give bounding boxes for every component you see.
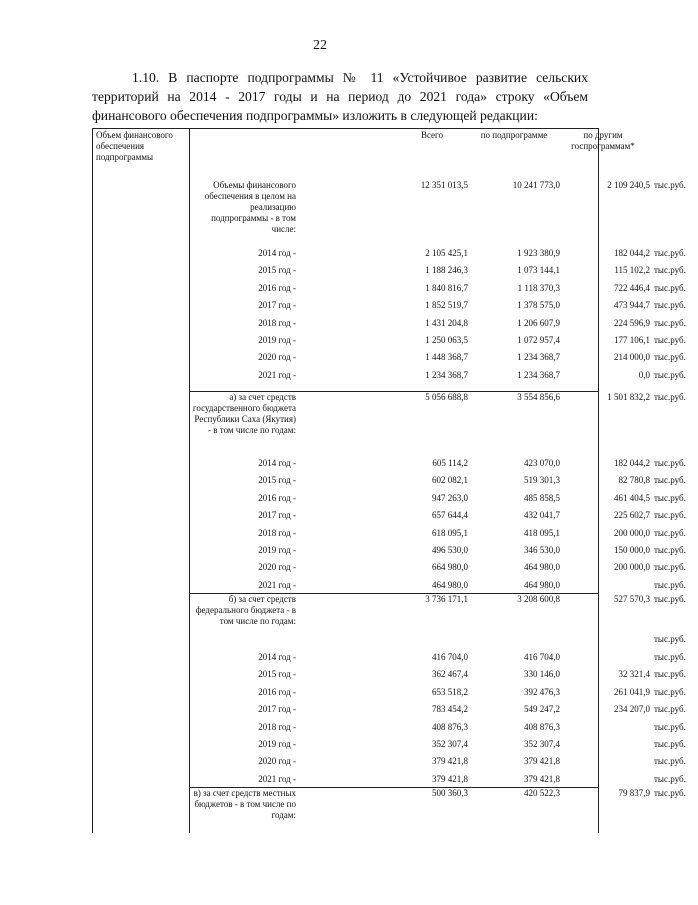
year-label: 2016 год - [258,492,296,503]
value-cell: 618 095,1 [432,527,468,538]
intro-paragraph: 1.10. В паспорте подпрограммы № 11 «Устойчивое развитие сельских территорий на 2014 - 2017 годы и на период до 2021 года» строку «Объем финансового обеспечения подпрограммы» изложить в следующей редакции: [92,70,588,123]
year-label: 2014 год - [258,652,296,662]
value-cell: 496 530,0 [432,545,468,555]
unit-cell: тыс.руб. [654,634,686,644]
value-cell: 379 421,8 [432,773,468,784]
unit-cell: тыс.руб. [654,773,686,784]
value-cell: 2 109 240,5 [607,180,650,190]
value-cell: 32 321,4 [618,669,650,680]
year-label: 2019 год - [258,739,296,749]
value-cell: 1 852 519,7 [425,300,468,311]
year-label: 2020 год - [258,562,296,573]
unit-cell: тыс.руб. [654,527,686,538]
year-label: 2017 год - [258,704,296,715]
value-cell: 1 234 368,7 [425,369,468,380]
year-label: 2021 год - [258,579,296,590]
value-cell: 1 840 816,7 [425,282,468,293]
value-cell: 1 234 368,7 [517,369,560,380]
value-cell: 1 501 832,2 [607,392,650,402]
year-label: 2016 год - [258,282,296,293]
value-cell: 947 263,0 [432,492,468,503]
unit-cell: тыс.руб. [654,562,686,573]
value-cell: 352 307,4 [432,739,468,749]
table-column-divider [189,128,190,833]
unit-cell: тыс.руб. [654,265,686,276]
unit-cell: тыс.руб. [654,369,686,380]
col-header-other-programs: по другим госпрограммам* [571,130,635,151]
year-label: 2017 год - [258,300,296,311]
value-cell: 605 114,2 [432,458,468,468]
value-cell: 473 944,7 [614,300,650,311]
value-cell: 346 530,0 [524,545,560,555]
year-label: 2018 год - [258,721,296,732]
unit-cell: тыс.руб. [654,392,686,402]
value-cell: 79 837,9 [618,788,650,798]
unit-cell: тыс.руб. [654,594,686,604]
value-cell: 392 476,3 [524,686,560,697]
value-cell: 408 876,3 [432,721,468,732]
value-cell: 423 070,0 [524,458,560,468]
unit-cell: тыс.руб. [654,579,686,590]
value-cell: 10 241 773,0 [512,180,560,190]
value-cell: 200 000,0 [614,562,650,573]
value-cell: 657 644,4 [432,510,468,521]
value-cell: 519 301,3 [524,475,560,486]
value-cell: 150 000,0 [614,545,650,555]
value-cell: 214 000,0 [614,352,650,363]
value-cell: 379 421,8 [524,773,560,784]
value-cell: 1 206 607,9 [517,317,560,328]
value-cell: 464 980,0 [524,579,560,590]
table-left-label: Объем финансового обеспечения подпрограммы [96,130,173,162]
value-cell: 1 448 368,7 [425,352,468,363]
unit-cell: тыс.руб. [654,756,686,767]
value-cell: 549 247,2 [524,704,560,715]
value-cell: 12 351 013,5 [420,180,468,190]
unit-cell: тыс.руб. [654,282,686,293]
unit-cell: тыс.руб. [654,721,686,732]
unit-cell: тыс.руб. [654,788,686,798]
unit-cell: тыс.руб. [654,739,686,749]
unit-cell: тыс.руб. [654,686,686,697]
value-cell: 1 188 246,3 [425,265,468,276]
value-cell: 416 704,0 [524,652,560,662]
value-cell: 0,0 [638,369,650,380]
value-cell: 485 858,5 [524,492,560,503]
section-label: Объемы финансового обеспечения в целом на реализацию подпрограммы - в том числе: [204,180,296,234]
value-cell: 234 207,0 [614,704,650,715]
value-cell: 352 307,4 [524,739,560,749]
section-label: в) за счет средств местных бюджетов - в том числе по годам: [193,788,296,820]
value-cell: 379 421,8 [524,756,560,767]
unit-cell: тыс.руб. [654,475,686,486]
value-cell: 1 250 063,5 [425,335,468,345]
value-cell: 2 105 425,1 [425,248,468,258]
value-cell: 3 208 600,8 [517,594,560,604]
year-label: 2015 год - [258,669,296,680]
unit-cell: тыс.руб. [654,352,686,363]
value-cell: 783 454,2 [432,704,468,715]
year-label: 2020 год - [258,352,296,363]
value-cell: 182 044,2 [614,458,650,468]
col-header-total: Всего [420,130,444,140]
unit-cell: тыс.руб. [654,335,686,345]
value-cell: 432 041,7 [524,510,560,521]
value-cell: 115 102,2 [614,265,650,276]
value-cell: 82 780,8 [618,475,650,486]
col-header-subprogram: по подпрограмме [480,130,548,140]
year-label: 2018 год - [258,317,296,328]
value-cell: 3 554 856,6 [517,392,560,402]
value-cell: 200 000,0 [614,527,650,538]
year-label: 2017 год - [258,510,296,521]
year-label: 2014 год - [258,248,296,258]
value-cell: 261 041,9 [614,686,650,697]
value-cell: 408 876,3 [524,721,560,732]
year-label: 2015 год - [258,265,296,276]
value-cell: 1 072 957,4 [517,335,560,345]
unit-cell: тыс.руб. [654,704,686,715]
value-cell: 225 602,7 [614,510,650,521]
unit-cell: тыс.руб. [654,248,686,258]
value-cell: 416 704,0 [432,652,468,662]
value-cell: 177 106,1 [614,335,650,345]
year-label: 2016 год - [258,686,296,697]
unit-cell: тыс.руб. [654,510,686,521]
value-cell: 1 073 144,1 [517,265,560,276]
unit-cell: тыс.руб. [654,317,686,328]
value-cell: 1 431 204,8 [425,317,468,328]
year-label: 2021 год - [258,369,296,380]
unit-cell: тыс.руб. [654,458,686,468]
year-label: 2020 год - [258,756,296,767]
value-cell: 5 056 688,8 [425,392,468,402]
unit-cell: тыс.руб. [654,652,686,662]
value-cell: 1 378 575,0 [517,300,560,311]
financing-table [92,128,686,833]
unit-cell: тыс.руб. [654,492,686,503]
table-left-border [92,128,93,833]
value-cell: 722 446,4 [614,282,650,293]
value-cell: 527 570,3 [614,594,650,604]
value-cell: 3 736 171,1 [425,594,468,604]
value-cell: 224 596,9 [614,317,650,328]
year-label: 2018 год - [258,527,296,538]
value-cell: 1 234 368,7 [517,352,560,363]
value-cell: 1 118 370,3 [517,282,560,293]
year-label: 2019 год - [258,545,296,555]
unit-cell: тыс.руб. [654,180,686,190]
value-cell: 653 518,2 [432,686,468,697]
value-cell: 464 980,0 [432,579,468,590]
page-number: 22 [313,38,327,53]
section-label: б) за счет средств федерального бюджета - в том числе по годам: [195,594,296,626]
unit-cell: тыс.руб. [654,300,686,311]
unit-cell: тыс.руб. [654,669,686,680]
table-top-border [92,128,598,129]
value-cell: 362 467,4 [432,669,468,680]
year-label: 2019 год - [258,335,296,345]
value-cell: 420 522,3 [524,788,560,798]
section-label: а) за счет средств государственного бюджета Республики Саха (Якутия) - в том числе по годам: [192,392,296,435]
value-cell: 418 095,1 [524,527,560,538]
value-cell: 182 044,2 [614,248,650,258]
value-cell: 461 404,5 [614,492,650,503]
year-label: 2015 год - [258,475,296,486]
value-cell: 379 421,8 [432,756,468,767]
year-label: 2021 год - [258,773,296,784]
value-cell: 602 082,1 [432,475,468,486]
value-cell: 464 980,0 [524,562,560,573]
unit-cell: тыс.руб. [654,545,686,555]
value-cell: 1 923 380,9 [517,248,560,258]
value-cell: 330 146,0 [524,669,560,680]
value-cell: 664 980,0 [432,562,468,573]
value-cell: 500 360,3 [432,788,468,798]
year-label: 2014 год - [258,458,296,468]
